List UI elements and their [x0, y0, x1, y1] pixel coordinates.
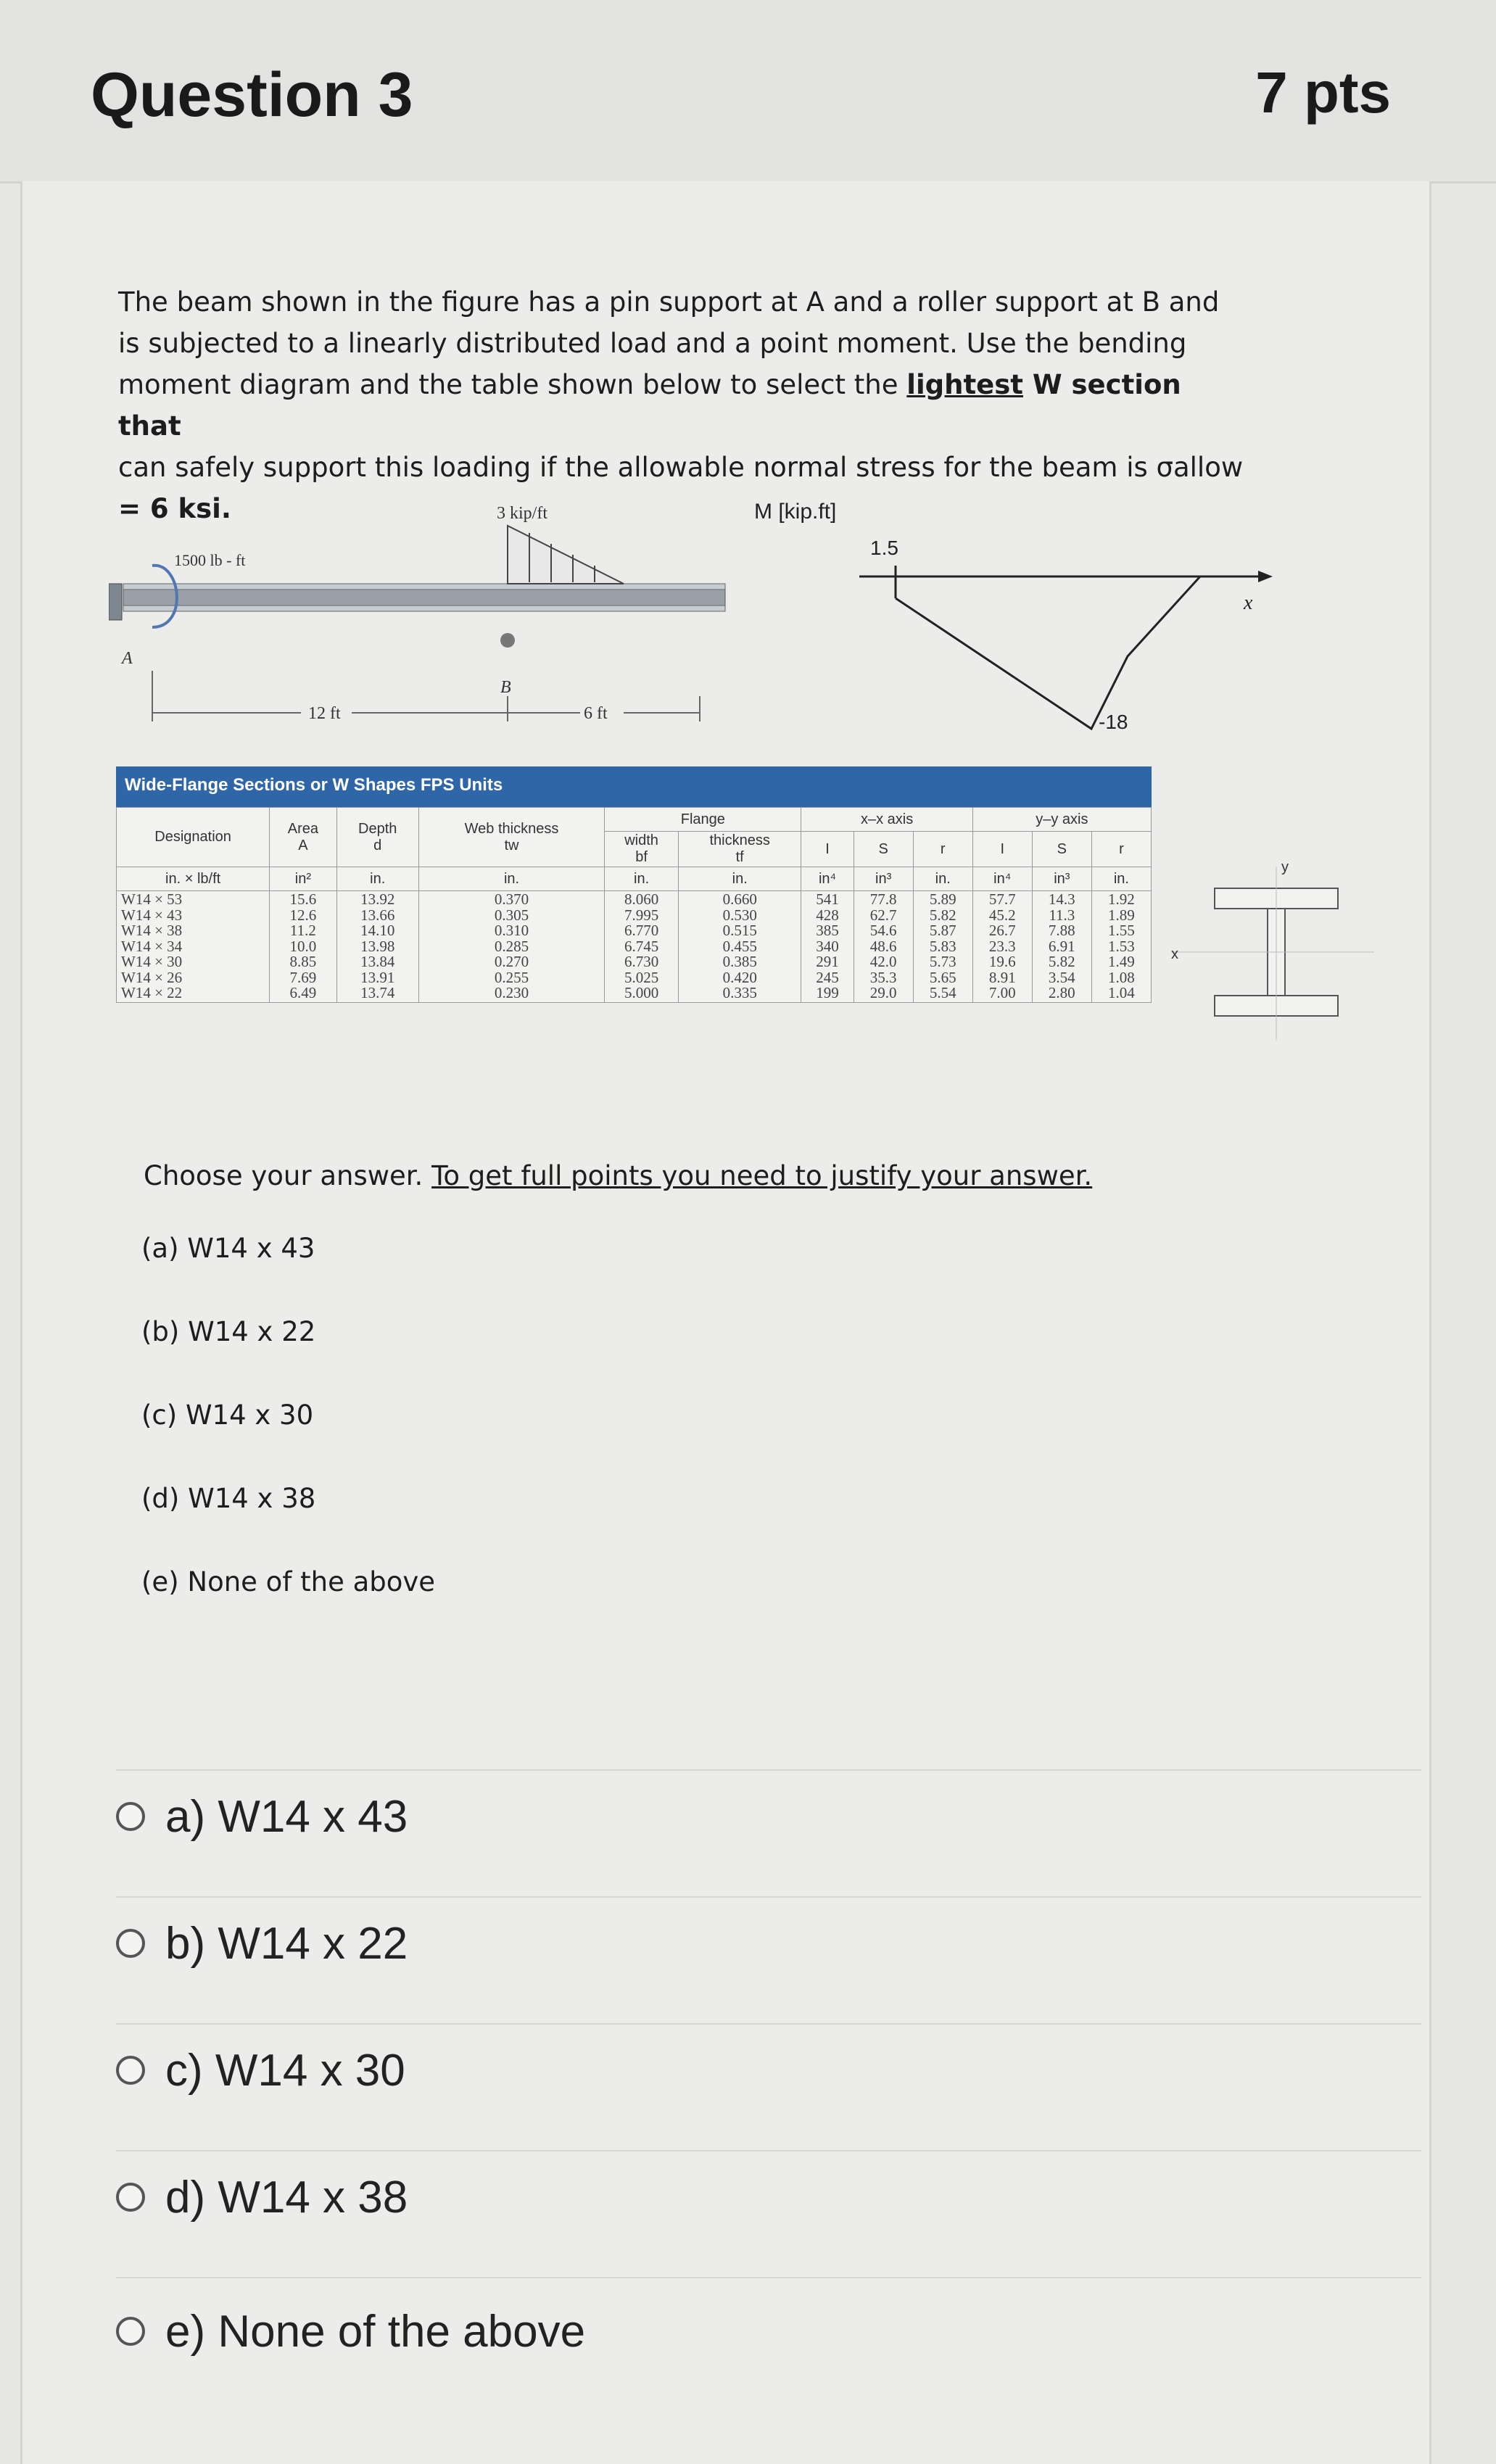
table-cell: 12.6 — [289, 906, 317, 924]
table-cell: W14 × 53 — [121, 890, 183, 908]
table-cell: 7.00 — [988, 984, 1016, 1001]
table-cell: 0.310 — [494, 922, 529, 939]
xx-r-cell — [913, 891, 972, 1003]
answer-option-d[interactable] — [116, 2165, 1421, 2230]
col-depth: Depth d — [336, 808, 418, 867]
table-cell: 0.455 — [722, 937, 757, 955]
table-cell: 13.91 — [360, 968, 395, 986]
table-body-row — [117, 891, 1152, 1003]
radio-button[interactable] — [116, 2317, 145, 2346]
col-yy-S: S — [1032, 832, 1091, 867]
divider — [116, 2150, 1421, 2151]
table-cell: 0.530 — [722, 906, 757, 924]
support-b-label: B — [500, 678, 511, 697]
table-cell: 0.420 — [722, 968, 757, 986]
w-section-symbol — [1171, 859, 1374, 1051]
section-y-label: y — [1281, 859, 1289, 875]
table-cell: 5.89 — [929, 890, 956, 908]
table-cell: 57.7 — [988, 890, 1016, 908]
col-xx-r: r — [913, 832, 972, 867]
xx-I-cell — [801, 891, 854, 1003]
table-cell: W14 × 34 — [121, 937, 183, 955]
yy-I-cell — [972, 891, 1032, 1003]
table-cell: 5.54 — [929, 984, 956, 1001]
table-cell: 541 — [816, 890, 839, 908]
table-cell: 14.10 — [360, 922, 395, 939]
radio-button[interactable] — [116, 1802, 145, 1831]
col-web: Web thickness tw — [418, 808, 604, 867]
table-cell: 5.82 — [1048, 953, 1075, 970]
problem-line-3-post: W section that — [118, 369, 1181, 442]
w-shapes-table — [116, 766, 1152, 1003]
table-cell: 14.3 — [1048, 890, 1075, 908]
table-cell: 62.7 — [869, 906, 897, 924]
table-cell: 5.025 — [624, 968, 659, 986]
w-shapes-grid — [116, 807, 1152, 1003]
table-cell: 13.98 — [360, 937, 395, 955]
problem-line-4: can safely support this loading if the allowable normal stress for the beam is σallow — [118, 452, 1244, 483]
moment-curve — [896, 576, 1200, 729]
table-cell: 7.995 — [624, 906, 659, 924]
table-cell: 1.49 — [1108, 953, 1135, 970]
table-title: Wide-Flange Sections or W Shapes FPS Units — [116, 766, 1152, 807]
table-cell: 6.49 — [289, 984, 317, 1001]
answer-option-c[interactable] — [116, 2038, 1421, 2103]
table-cell: 5.82 — [929, 906, 956, 924]
table-cell: 245 — [816, 968, 839, 986]
table-cell: 8.91 — [988, 968, 1016, 986]
table-cell: 1.55 — [1108, 922, 1135, 939]
table-cell: 0.305 — [494, 906, 529, 924]
depth-cell — [336, 891, 418, 1003]
table-cell: 6.745 — [624, 937, 659, 955]
col-yy-I: I — [972, 832, 1032, 867]
problem-line-1: The beam shown in the figure has a pin support at A and a roller support at B and — [118, 286, 1220, 318]
col-xx-I: I — [801, 832, 854, 867]
units-row: in. × lb/ft in² in. in. in. in. in⁴ in³ in. in⁴ in³ in. — [117, 867, 1152, 891]
table-cell: 7.69 — [289, 968, 317, 986]
table-cell: W14 × 30 — [121, 953, 183, 970]
answer-option-b[interactable] — [116, 1911, 1421, 1976]
option-text-b: (b) W14 x 22 — [141, 1316, 316, 1347]
distributed-load — [508, 526, 624, 584]
xx-S-cell — [854, 891, 913, 1003]
table-cell: W14 × 26 — [121, 968, 183, 986]
table-cell: 13.92 — [360, 890, 395, 908]
moment-value-neg: -18 — [1099, 711, 1128, 733]
table-cell: 1.04 — [1108, 984, 1135, 1001]
radio-button[interactable] — [116, 2183, 145, 2212]
table-cell: 428 — [816, 906, 839, 924]
table-cell: 45.2 — [988, 906, 1016, 924]
moment-value-pos: 1.5 — [870, 537, 898, 559]
radio-button[interactable] — [116, 2056, 145, 2085]
col-yy-r: r — [1091, 832, 1151, 867]
question-points: 7 pts — [1255, 60, 1391, 125]
col-area: Area A — [270, 808, 336, 867]
table-cell: 0.370 — [494, 890, 529, 908]
option-text-a: (a) W14 x 43 — [141, 1233, 315, 1264]
divider — [116, 1896, 1421, 1898]
roller-support-b — [500, 633, 515, 648]
table-cell: 3.54 — [1048, 968, 1075, 986]
table-cell: 26.7 — [988, 922, 1016, 939]
table-cell: 6.91 — [1048, 937, 1075, 955]
table-cell: 77.8 — [869, 890, 897, 908]
divider — [116, 1769, 1421, 1771]
table-cell: 35.3 — [869, 968, 897, 986]
table-cell: W14 × 22 — [121, 984, 183, 1001]
table-cell: 13.66 — [360, 906, 395, 924]
table-cell: 1.53 — [1108, 937, 1135, 955]
load-label: 3 kip/ft — [497, 504, 547, 523]
table-cell: W14 × 43 — [121, 906, 183, 924]
option-text-e: (e) None of the above — [141, 1566, 436, 1597]
answer-label: d) W14 x 38 — [165, 2172, 408, 2223]
problem-line-3 — [118, 364, 1249, 447]
beam-flange-top — [123, 584, 725, 590]
answer-label: c) W14 x 30 — [165, 2045, 405, 2096]
flange-thickness-cell — [678, 891, 801, 1003]
col-flange-width: width bf — [605, 832, 679, 867]
designation-cell — [117, 891, 270, 1003]
col-yy-axis: y–y axis — [972, 808, 1151, 832]
flange-width-cell — [605, 891, 679, 1003]
pin-support-a — [109, 584, 122, 620]
area-cell — [270, 891, 336, 1003]
moment-axis-label: M [kip.ft] — [754, 500, 837, 524]
table-cell: 0.270 — [494, 953, 529, 970]
table-cell: 291 — [816, 953, 839, 970]
divider — [116, 2023, 1421, 2025]
col-flange-thickness: thickness tf — [678, 832, 801, 867]
table-cell: 6.730 — [624, 953, 659, 970]
web-cell — [418, 891, 604, 1003]
table-cell: 13.84 — [360, 953, 395, 970]
choose-instruction: Choose your answer. To get full points you need to justify your answer. — [144, 1160, 1093, 1191]
table-cell: 0.660 — [722, 890, 757, 908]
table-cell: 0.255 — [494, 968, 529, 986]
table-cell: 5.87 — [929, 922, 956, 939]
support-a-label: A — [122, 649, 133, 668]
option-text-d: (d) W14 x 38 — [141, 1483, 316, 1514]
yy-r-cell — [1091, 891, 1151, 1003]
table-cell: 1.08 — [1108, 968, 1135, 986]
beam-figure — [109, 482, 747, 736]
radio-button[interactable] — [116, 1929, 145, 1958]
table-cell: 0.515 — [722, 922, 757, 939]
table-cell: 5.000 — [624, 984, 659, 1001]
table-cell: 340 — [816, 937, 839, 955]
span2-label: 6 ft — [584, 704, 608, 723]
table-cell: 11.3 — [1049, 906, 1075, 924]
problem-line-5: = 6 ksi. — [118, 493, 231, 524]
table-cell: 7.88 — [1048, 922, 1075, 939]
table-cell: 13.74 — [360, 984, 395, 1001]
table-cell: 0.335 — [722, 984, 757, 1001]
option-text-c: (c) W14 x 30 — [141, 1400, 314, 1431]
table-cell: 0.385 — [722, 953, 757, 970]
beam-flange-bottom — [123, 605, 725, 611]
col-designation: Designation — [117, 808, 270, 867]
lightest-emphasis: lightest — [906, 369, 1023, 400]
table-cell: 48.6 — [869, 937, 897, 955]
table-cell: 5.83 — [929, 937, 956, 955]
table-cell: 8.85 — [289, 953, 317, 970]
table-cell: 11.2 — [289, 922, 316, 939]
table-cell: 42.0 — [869, 953, 897, 970]
table-cell: 6.770 — [624, 922, 659, 939]
table-cell: 15.6 — [289, 890, 317, 908]
problem-line-2: is subjected to a linearly distributed load and a point moment. Use the bending — [118, 328, 1187, 359]
table-cell: 29.0 — [869, 984, 897, 1001]
problem-line-3-pre: moment diagram and the table shown below to select the — [118, 369, 907, 400]
table-cell: 10.0 — [289, 937, 317, 955]
table-cell: 1.92 — [1108, 890, 1135, 908]
table-cell: 0.285 — [494, 937, 529, 955]
col-xx-axis: x–x axis — [801, 808, 972, 832]
answer-option-e[interactable] — [116, 2299, 1421, 2364]
span1-label: 12 ft — [308, 704, 341, 723]
answer-option-a[interactable] — [116, 1784, 1421, 1849]
i-beam-icon — [1171, 859, 1374, 1048]
moment-label: 1500 lb - ft — [174, 551, 246, 569]
answer-label: b) W14 x 22 — [165, 1918, 408, 1969]
table-cell: 19.6 — [988, 953, 1016, 970]
yy-S-cell — [1032, 891, 1091, 1003]
divider — [116, 2277, 1421, 2278]
beam-body — [123, 590, 725, 605]
table-cell: 2.80 — [1048, 984, 1075, 1001]
col-xx-S: S — [854, 832, 913, 867]
table-cell: 1.89 — [1108, 906, 1135, 924]
table-cell: 23.3 — [988, 937, 1016, 955]
table-cell: 5.73 — [929, 953, 956, 970]
table-cell: 0.230 — [494, 984, 529, 1001]
question-title: Question 3 — [91, 60, 413, 130]
table-cell: W14 × 38 — [121, 922, 183, 939]
table-cell: 54.6 — [869, 922, 897, 939]
answer-label: a) W14 x 43 — [165, 1791, 408, 1842]
justify-instruction: To get full points you need to justify your answer. — [431, 1160, 1093, 1191]
table-cell: 199 — [816, 984, 839, 1001]
question-header — [0, 0, 1496, 183]
table-cell: 385 — [816, 922, 839, 939]
moment-diagram — [751, 482, 1316, 751]
col-flange: Flange — [605, 808, 801, 832]
section-x-label: x — [1171, 946, 1178, 962]
answer-label: e) None of the above — [165, 2306, 586, 2357]
table-cell: 5.65 — [929, 968, 956, 986]
table-cell: 8.060 — [624, 890, 659, 908]
x-axis-label: x — [1244, 592, 1253, 614]
x-axis-arrow-icon — [1258, 571, 1273, 582]
